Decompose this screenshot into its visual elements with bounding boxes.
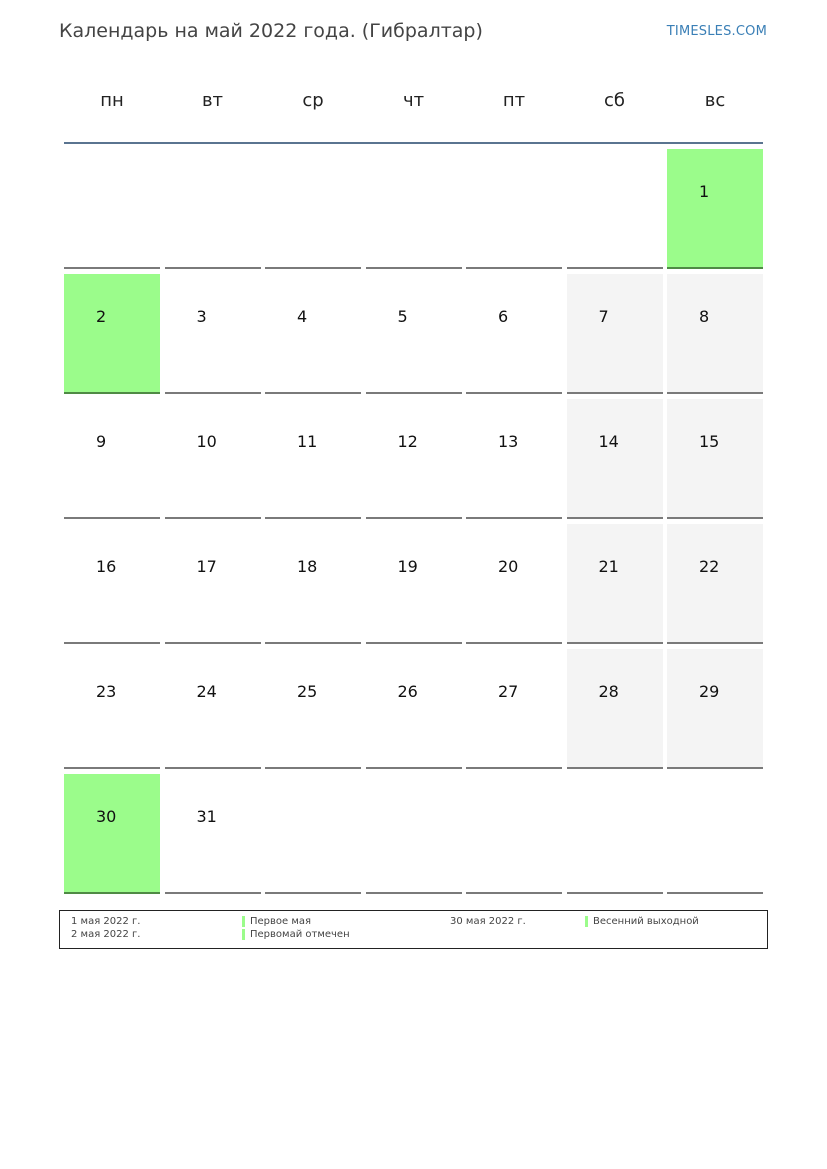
day-number: 7 (598, 307, 609, 326)
site-link[interactable]: TIMESLES.COM (666, 24, 767, 39)
empty-day-cell (265, 149, 361, 269)
day-cell (165, 524, 261, 644)
empty-day-cell (466, 774, 562, 894)
weekday-label: вс (704, 90, 726, 111)
day-number: 9 (96, 432, 107, 451)
weekday-header (64, 90, 763, 120)
day-number: 16 (96, 557, 117, 576)
day-cell (466, 274, 562, 394)
day-cell (64, 274, 160, 394)
day-number: 30 (96, 807, 117, 826)
day-cell (64, 399, 160, 519)
day-number: 18 (297, 557, 318, 576)
legend-date: 2 мая 2022 г. (71, 929, 141, 940)
day-number: 5 (397, 307, 408, 326)
day-number: 23 (96, 682, 117, 701)
day-cell (567, 274, 663, 394)
day-cell (265, 649, 361, 769)
day-cell (466, 524, 562, 644)
day-number: 11 (297, 432, 318, 451)
day-number: 13 (498, 432, 519, 451)
holiday-legend (59, 910, 768, 949)
day-number: 15 (699, 432, 720, 451)
day-cell (667, 524, 763, 644)
day-number: 1 (699, 182, 710, 201)
day-cell (64, 649, 160, 769)
legend-color-marker (242, 916, 245, 927)
day-number: 19 (397, 557, 418, 576)
day-number: 21 (598, 557, 619, 576)
day-cell (64, 774, 160, 894)
day-cell (466, 399, 562, 519)
day-number: 17 (196, 557, 217, 576)
calendar-grid (64, 149, 763, 895)
empty-day-cell (366, 149, 462, 269)
empty-day-cell (64, 149, 160, 269)
weekday-label: ср (302, 90, 324, 111)
day-cell (265, 274, 361, 394)
day-cell (165, 774, 261, 894)
day-number: 28 (598, 682, 619, 701)
day-cell (667, 274, 763, 394)
weekday-label: чт (402, 90, 425, 111)
empty-day-cell (567, 774, 663, 894)
header-divider (64, 142, 763, 144)
weekday-label: сб (604, 90, 625, 111)
day-number: 10 (196, 432, 217, 451)
legend-date: 1 мая 2022 г. (71, 916, 141, 927)
day-cell (64, 524, 160, 644)
day-number: 27 (498, 682, 519, 701)
day-cell (265, 524, 361, 644)
day-number: 24 (196, 682, 217, 701)
day-cell (667, 649, 763, 769)
legend-color-marker (585, 916, 588, 927)
legend-holiday-name: Первое мая (250, 916, 312, 927)
legend-color-marker (242, 929, 245, 940)
day-number: 26 (397, 682, 418, 701)
day-number: 2 (96, 307, 107, 326)
day-cell (667, 149, 763, 269)
day-cell (165, 649, 261, 769)
legend-holiday-name: Первомай отмечен (250, 929, 350, 940)
empty-day-cell (466, 149, 562, 269)
day-cell (366, 399, 462, 519)
day-cell (466, 649, 562, 769)
empty-day-cell (165, 149, 261, 269)
day-number: 3 (196, 307, 207, 326)
weekday-label: вт (201, 90, 224, 111)
day-cell (567, 524, 663, 644)
empty-day-cell (667, 774, 763, 894)
day-cell (567, 399, 663, 519)
day-cell (165, 274, 261, 394)
day-number: 12 (397, 432, 418, 451)
day-number: 6 (498, 307, 509, 326)
empty-day-cell (366, 774, 462, 894)
weekday-label: пт (502, 90, 526, 111)
day-cell (366, 274, 462, 394)
day-cell (265, 399, 361, 519)
day-number: 25 (297, 682, 318, 701)
day-cell (165, 399, 261, 519)
legend-date: 30 мая 2022 г. (450, 916, 526, 927)
day-number: 8 (699, 307, 710, 326)
day-number: 20 (498, 557, 519, 576)
day-cell (366, 524, 462, 644)
weekday-label: пн (100, 90, 124, 111)
legend-holiday-name: Весенний выходной (593, 916, 699, 927)
day-number: 29 (699, 682, 720, 701)
day-number: 31 (196, 807, 217, 826)
day-cell (366, 649, 462, 769)
day-cell (667, 399, 763, 519)
day-cell (567, 649, 663, 769)
day-number: 4 (297, 307, 308, 326)
empty-day-cell (567, 149, 663, 269)
day-number: 22 (699, 557, 720, 576)
day-number: 14 (598, 432, 619, 451)
page-title: Календарь на май 2022 года. (Гибралтар) (59, 20, 483, 42)
empty-day-cell (265, 774, 361, 894)
